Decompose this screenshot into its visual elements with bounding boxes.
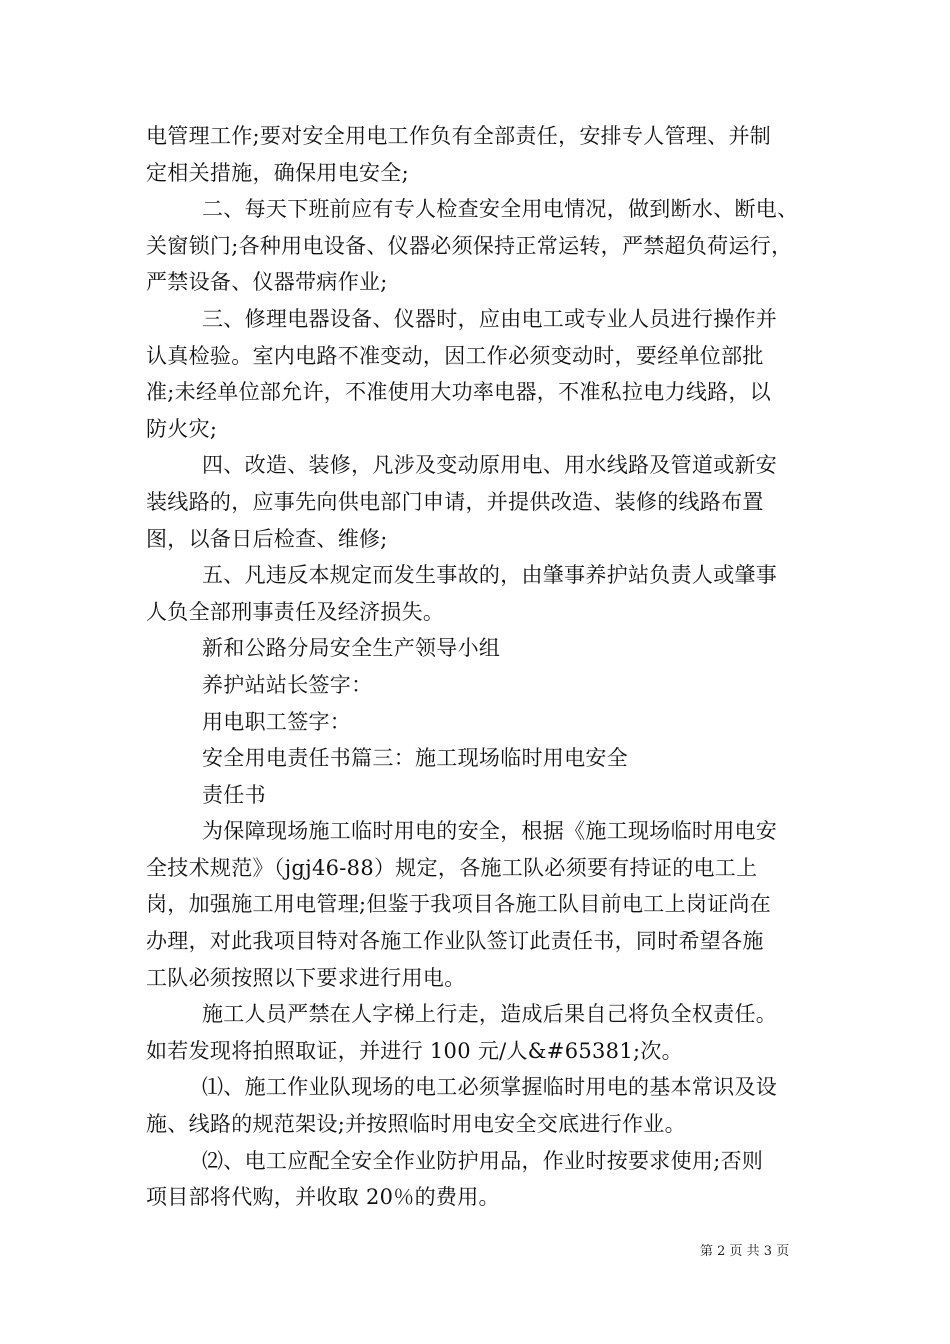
page-number-footer: 第 2 页 共 3 页 <box>700 1244 790 1259</box>
text-line: 责任书 <box>202 782 266 807</box>
text-line: 项目部将代购，并收取 20％的费用。 <box>146 1185 500 1210</box>
text-line: 工队必须按照以下要求进行用电。 <box>146 965 466 990</box>
text-line: 养护站站长签字： <box>202 672 373 697</box>
text-line: ⑵、电工应配全安全作业防护用品，作业时按要求使用;否则 <box>202 1148 764 1173</box>
text-line: 图，以备日后检查、维修; <box>146 526 388 551</box>
text-line: ⑴、施工作业队现场的电工必须掌握临时用电的基本常识及设 <box>202 1075 778 1100</box>
text-line: 施、线路的规范架设;并按照临时用电安全交底进行作业。 <box>146 1112 686 1137</box>
text-line: 人负全部刑事责任及经济损失。 <box>146 599 445 624</box>
text-line: 二、每天下班前应有专人检查安全用电情况，做到断水、断电、 <box>202 197 799 222</box>
text-line: 为保障现场施工临时用电的安全，根据《施工现场临时用电安 <box>202 819 778 844</box>
text-line: 三、修理电器设备、仪器时，应由电工或专业人员进行操作并 <box>202 306 778 331</box>
text-line: 防火灾; <box>146 416 218 441</box>
text-line: 装线路的，应事先向供电部门申请，并提供改造、装修的线路布置 <box>146 489 764 514</box>
text-line: 认真检验。室内电路不准变动，因工作必须变动时，要经单位部批 <box>146 343 764 368</box>
text-line: 新和公路分局安全生产领导小组 <box>202 636 501 661</box>
text-line: 全技术规范》（jgj46-88）规定，各施工队必须要有持证的电工上 <box>146 855 758 880</box>
text-line: 电管理工作;要对安全用电工作负有全部责任，安排专人管理、并制 <box>146 124 772 148</box>
text-line: 五、凡违反本规定而发生事故的，由肇事养护站负责人或肇事 <box>202 563 778 588</box>
text-line: 岗，加强施工用电管理;但鉴于我项目各施工队目前电工上岗证尚在 <box>146 892 772 917</box>
document-body <box>146 118 812 1216</box>
text-line: 如若发现将拍照取证，并进行 100 元/人&#65381;次。 <box>146 1038 683 1063</box>
text-line: 定相关措施，确保用电安全; <box>146 160 409 185</box>
text-line: 安全用电责任书篇三：施工现场临时用电安全 <box>202 746 628 771</box>
text-line: 四、改造、装修，凡涉及变动原用电、用水线路及管道或新安 <box>202 453 778 478</box>
text-line: 办理，对此我项目特对各施工作业队签订此责任书，同时希望各施 <box>146 929 764 954</box>
text-line: 严禁设备、仪器带病作业; <box>146 270 388 295</box>
text-line: 关窗锁门;各种用电设备、仪器必须保持正常运转，严禁超负荷运行， <box>146 233 793 258</box>
text-line: 用电职工签字： <box>202 709 352 734</box>
text-line: 准;未经单位部允许，不准使用大功率电器，不准私拉电力线路，以 <box>146 380 772 405</box>
text-line: 施工人员严禁在人字梯上行走，造成后果自己将负全权责任。 <box>202 1002 778 1027</box>
